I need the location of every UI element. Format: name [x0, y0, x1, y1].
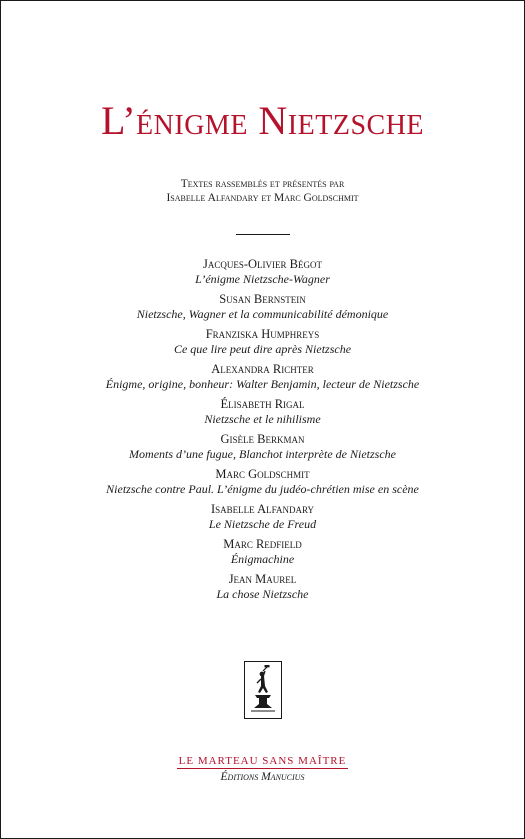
entry-author: Marc Goldschmit [215, 467, 310, 481]
editors-names: Isabelle Alfandary et Marc Goldschmit [166, 192, 359, 204]
entry-essay-title: Moments d’une fugue, Blanchot interprète de Nietzsche [129, 447, 396, 461]
entry-author: Élisabeth Rigal [220, 397, 305, 411]
contents-entry [1, 537, 524, 572]
entry-essay-title: Le Nietzsche de Freud [208, 517, 317, 531]
contents-entry [1, 257, 524, 292]
entry-author: Gisèle Berkman [220, 432, 305, 446]
entry-author: Jacques-Olivier Bégot [202, 257, 322, 271]
entry-essay-title: Nietzsche et le nihilisme [204, 412, 321, 426]
contents-entry [1, 572, 524, 607]
entry-author: Isabelle Alfandary [211, 502, 314, 516]
entry-essay-title: Ce que lire peut dire après Nietzsche [173, 342, 352, 356]
editors-intro: Textes rassemblés et présentés par [180, 178, 345, 190]
entry-essay-title: Énigmachine [230, 552, 295, 566]
contents-entry [1, 502, 524, 537]
entry-author: Alexandra Richter [211, 362, 314, 376]
contents-entry [1, 432, 524, 467]
entry-essay-title: La chose Nietzsche [216, 587, 309, 601]
contents-entry [1, 327, 524, 362]
series-name: LE MARTEAU SANS MAÎTRE [178, 755, 347, 767]
publisher-block [1, 751, 524, 783]
entry-essay-title: Énigme, origine, bonheur: Walter Benjamin, lecteur de Nietzsche [105, 377, 420, 391]
publisher-name: Éditions Manucius [220, 771, 305, 783]
contents-entry [1, 292, 524, 327]
entry-essay-title: L’énigme Nietzsche-Wagner [195, 272, 330, 286]
hammer-figure-emblem-icon [244, 661, 282, 719]
entry-author: Franziska Humphreys [205, 327, 320, 341]
editors-credit [1, 177, 524, 205]
entry-essay-title: Nietzsche contre Paul. L’énigme du judéo-chrétien mise en scène [106, 482, 419, 496]
entry-author: Jean Maurel [228, 572, 297, 586]
emblem-drawing [245, 662, 281, 718]
entry-essay-title: Nietzsche, Wagner et la communicabilité démonique [136, 307, 389, 321]
table-of-contents [1, 257, 524, 607]
book-title: L’énigme Nietzsche [100, 98, 425, 143]
divider-rule [236, 234, 290, 235]
contents-entry [1, 362, 524, 397]
contents-entry [1, 397, 524, 432]
contents-entry [1, 467, 524, 502]
entry-author: Marc Redfield [223, 537, 302, 551]
entry-author: Susan Bernstein [219, 292, 306, 306]
